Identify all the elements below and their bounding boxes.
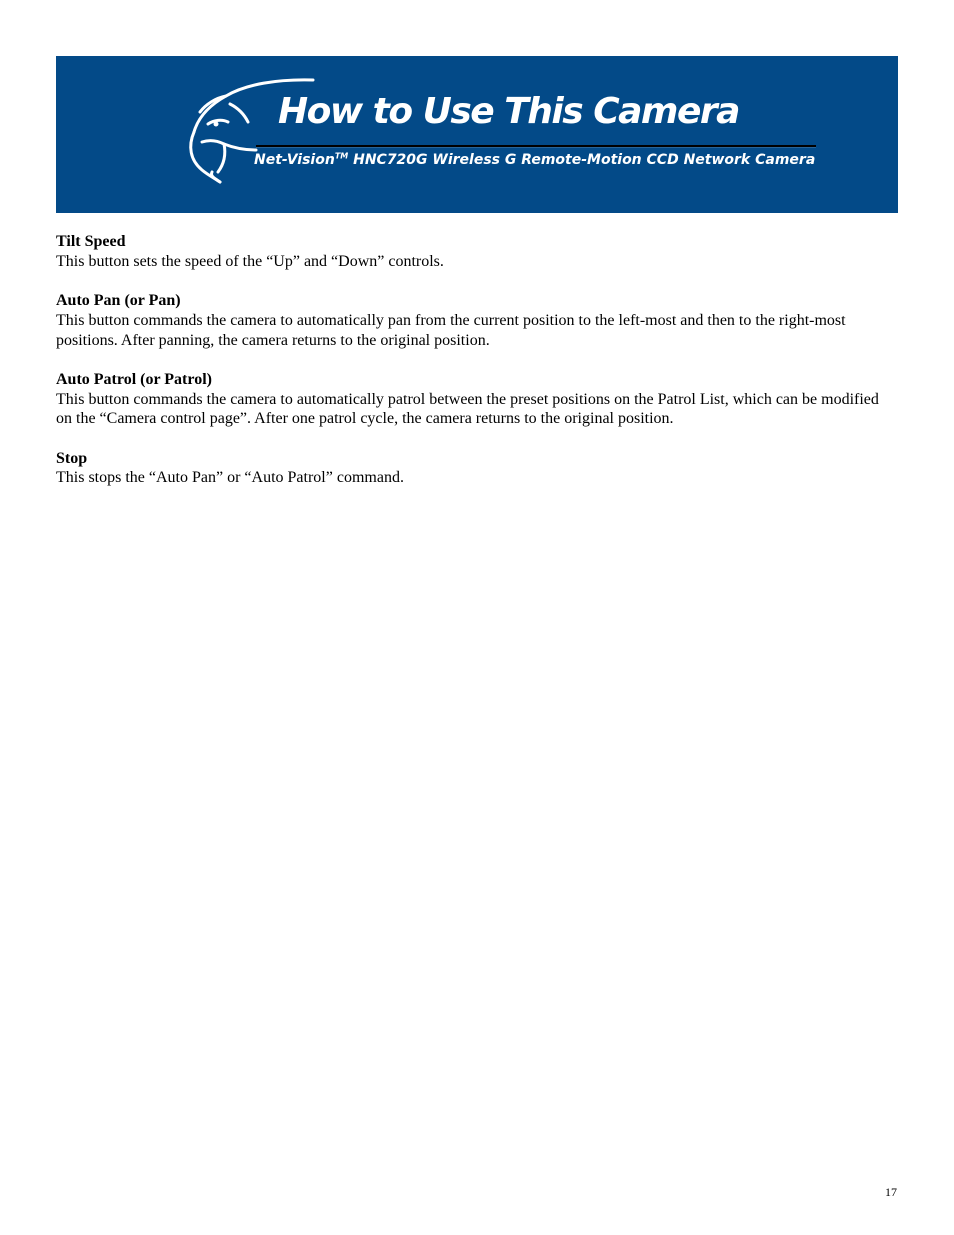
section-auto-pan xyxy=(56,291,898,350)
section-auto-patrol xyxy=(56,370,898,429)
section-heading: Auto Patrol (or Patrol) xyxy=(56,370,212,388)
section-body: This button sets the speed of the “Up” and “Down” controls. xyxy=(56,252,444,270)
document-body xyxy=(56,232,898,508)
product-name: HNC720G Wireless G Remote-Motion CCD Network Camera xyxy=(348,152,816,168)
brand-name: Net-Vision xyxy=(254,152,335,168)
banner-subtitle xyxy=(254,152,815,169)
section-heading: Tilt Speed xyxy=(56,233,126,250)
section-body: This button commands the camera to automatically pan from the current position to the left-most and then to the right-most positions. After panning, the camera returns to the original position. xyxy=(56,311,846,349)
section-body: This stops the “Auto Pan” or “Auto Patrol” command. xyxy=(56,469,404,487)
section-heading: Auto Pan (or Pan) xyxy=(56,291,181,309)
trademark-mark: TM xyxy=(334,151,349,161)
banner-title: How to Use This Camera xyxy=(278,91,739,132)
banner-divider xyxy=(256,145,816,147)
page-number: 17 xyxy=(885,1185,897,1199)
section-tilt-speed xyxy=(56,232,898,272)
header-banner xyxy=(56,56,898,213)
section-heading: Stop xyxy=(56,449,88,467)
section-body: This button commands the camera to automatically patrol between the preset positions on the Patrol List, which can be modified on the “Camera control page”. After one patrol cycle, the camera returns to the original position. xyxy=(56,390,879,428)
section-stop xyxy=(56,449,898,489)
